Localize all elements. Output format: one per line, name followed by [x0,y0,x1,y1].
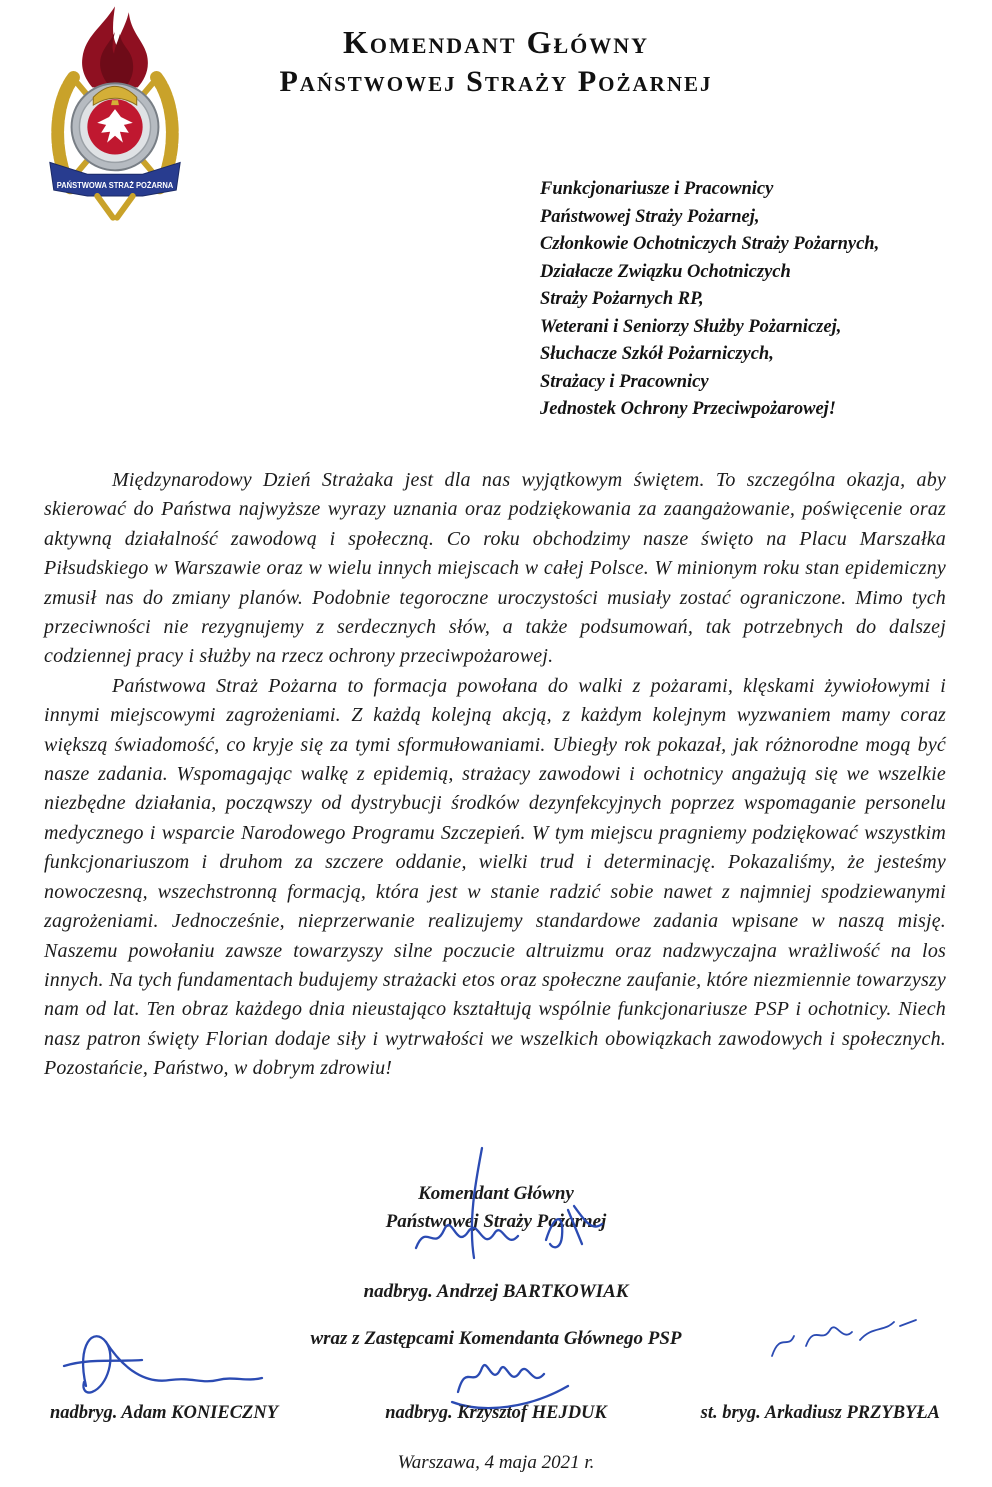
deputy-name-przybyla: st. bryg. Arkadiusz PRZYBYŁA [700,1403,940,1423]
addressee-line: Członkowie Ochotniczych Straży Pożarnych, [540,234,880,254]
deputy-name-konieczny: nadbryg. Adam KONIECZNY [50,1403,279,1423]
deputy-names-row [0,1403,992,1433]
letterhead-title-line2: Państwowej Straży Pożarnej [279,65,713,98]
addressee-line: Działacze Związku Ochotniczych [540,261,791,282]
axe-handle-icon [117,196,133,218]
body-paragraph: Państwowa Straż Pożarna to formacja powołana do walki z pożarami, klęskami żywiołowymi i innymi miejscowymi zagrożeniami. Z każdą kolejną akcją, z każdym kolejnym wyzwaniem mamy coraz większą świadomość, co kryje się za tymi sformułowaniami. Ubiegły rok pokazał, jak różnorodne mogą być nasze zadania. Wspomagając walkę z epidemią, strażacy zawodowi i ochotnicy angażują się we wszelkie niezbędne działania, począwszy od dystrybucji środków dezynfekcyjnych poprzez wspomaganie personelu medycznego i wsparcie Narodowego Programu Szczepień. W tym miejscu pragniemy podziękować wszystkim funkcjonariuszom i druhom za szczere oddanie, wielki trud i determinację. Pokazaliśmy, że jesteśmy nowoczesną, wszechstronną formacją, która jest w stanie radzić sobie nawet z najmniej spodziewanymi zagrożeniami. Jednocześnie, nieprzerwanie realizujemy standardowe zadania wpisane w naszą misję. Naszemu powołaniu zawsze towarzyszy silne poczucie altruizmu oraz nadzwyczajna wrażliwość na los innych. Na tych fundamentach budujemy strażacki etos oraz społeczne zaufanie, które niezmiennie towarzyszy nam od lat. Ten obraz każdego dnia nieustająco kształtują wspólnie funkcjonariusze PSP i ochotnicy. Niech nasz patron święty Florian dodaje siły i wytrwałości we wszelkich obowiązkach zawodowych i społecznych. Pozostańcie, Państwo, w dobrym zdrowiu! [44,674,946,1080]
letter-body [44,452,946,1084]
addressee-line: Straży Pożarnych RP, [540,289,704,309]
addressee-line: Słuchacze Szkół Pożarniczych, [540,344,774,364]
commandant-name: nadbryg. Andrzej BARTKOWIAK [363,1281,629,1302]
addressee-line: Państwowej Straży Pożarnej, [540,206,760,227]
body-paragraph: Międzynarodowy Dzień Strażaka jest dla nas wyjątkowym świętem. To szczególna okazja, aby skierować do Państwa najwyższe wyrazy uznania oraz podziękowania za zaangażowanie, poświęcenie oraz aktywną działalność zawodową i społeczną. Co roku obchodzimy nasze święto na Placu Marszałka Piłsudskiego w Warszawie oraz w wielu innych miejscach w całej Polsce. W minionym roku stan epidemiczny zmusił nas do zmiany planów. Podobnie tegoroczne uroczystości musiały zostać ograniczone. Mimo tych przeciwności nie rezygnujemy z serdecznych słów, a także podsumowań, tak potrzebnych do dalszej codziennej pracy i służby na rzecz ochrony przeciwpożarowej. [44,469,946,668]
deputy-name-hejduk: nadbryg. Krzysztof HEJDUK [385,1403,607,1423]
closing-title-line2: Państwowej Straży Pożarnej [385,1211,607,1232]
addressee-line: Strażacy i Pracownicy [540,371,709,392]
date-line: Warszawa, 4 maja 2021 r. [397,1452,595,1473]
letterhead-title-line1: Komendant Główny [342,24,650,60]
deputies-intro: wraz z Zastępcami Komendanta Głównego PSP [310,1328,682,1349]
addressee-line: Weterani i Seniorzy Służby Pożarniczej, [540,316,842,337]
letterhead-section [0,0,992,452]
axe-handle-icon [97,196,113,218]
addressee-line: Jednostek Ochrony Przeciwpożarowej! [540,399,836,419]
letterhead-title [0,22,992,102]
closing-title-line1: Komendant Główny [418,1183,574,1204]
addressee-line: Funkcjonariusze i Pracownicy [540,179,774,199]
addressee-block [540,176,879,424]
banner-text: PAŃSTWOWA STRAŻ POŻARNA [56,181,174,191]
closing-title [0,1180,992,1236]
